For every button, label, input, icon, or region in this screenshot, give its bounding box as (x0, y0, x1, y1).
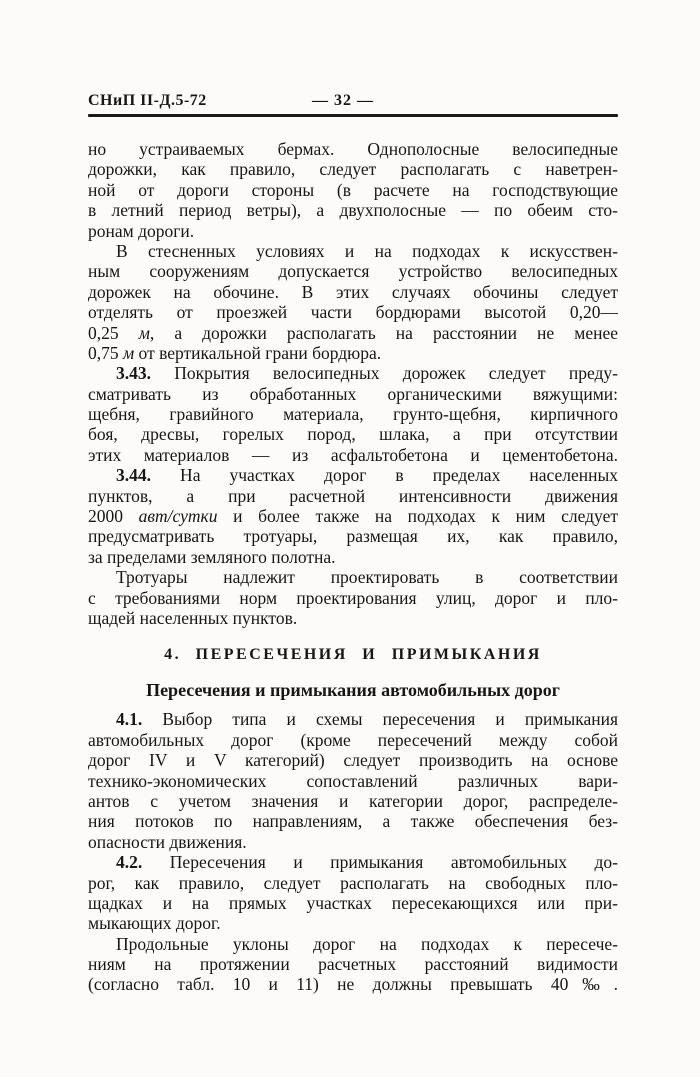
text-line: щебня, гравийного материала, грунто-щебня, кирпичного (88, 404, 618, 425)
text-line: дорог IV и V категорий) следует производить на основе (88, 750, 618, 771)
text-line: сматривать из обработанных органическими вяжущими: (88, 383, 618, 404)
text-line: антов с учетом значения и категории дорог, распределе- (88, 790, 618, 811)
text-line: предусматривать тротуары, размещая их, как правило, (88, 526, 618, 547)
text-line: щадей населенных пунктов. (88, 607, 298, 628)
paragraph (88, 465, 618, 567)
text-line: щадках и на прямых участках пересекающихся или при- (88, 892, 618, 913)
text-line: Тротуары надлежит проектировать в соответствии (116, 567, 618, 588)
text-line: ным сооружениям допускается устройство велосипедных (88, 261, 618, 282)
text-line: рог, как правило, следует располагать на свободных пло- (88, 872, 618, 893)
doc-code: СНиП II-Д.5-72 (88, 92, 207, 109)
paragraph (88, 567, 618, 628)
paragraph (88, 363, 618, 465)
text-line: за пределами земляного полотна. (88, 546, 336, 567)
text-line: (согласно табл. 10 и 11) не должны превышать 40‰. (88, 974, 618, 995)
paragraph (88, 139, 618, 241)
paragraph (88, 934, 618, 995)
text-line: ния потоков по направлениям, а также обеспечения без- (88, 811, 618, 832)
text-line: в летний период ветры), а двухполосные — по обеим сто- (88, 200, 618, 221)
text-line: 0,25 м, а дорожки располагать на расстоянии не менее (88, 322, 618, 343)
header-rule (88, 114, 618, 117)
text-line: ронам дороги. (88, 220, 195, 241)
text-line: 0,75 м от вертикальной грани бордюра. (88, 342, 382, 363)
page-header (88, 91, 618, 110)
section-text-upper (88, 139, 618, 628)
text-line: автомобильных дорог (кроме пересечений между собой (88, 729, 618, 750)
section-heading: Пересечения и примыкания автомобильных дорог (146, 680, 560, 701)
section-text-lower (88, 709, 618, 994)
text-line: 4.2. Пересечения и примыкания автомобильных до- (116, 852, 618, 873)
text-line: ниям на протяжении расчетных расстояний видимости (88, 954, 618, 975)
text-line: дорожки, как правило, следует располагать с наветрен- (88, 159, 618, 180)
text-line: этих материалов — из асфальтобетона и цементобетона. (88, 444, 618, 465)
text-line: дорожек на обочине. В этих случаях обочины следует (88, 281, 618, 302)
text-line: пунктов, а при расчетной интенсивности движения (88, 485, 618, 506)
text-line: но устраиваемых бермах. Однополосные велосипедные (88, 139, 618, 159)
paragraph (88, 241, 618, 363)
text-line: мыкающих дорог. (88, 913, 221, 934)
text-line: опасности движения. (88, 831, 247, 852)
text-line: 3.44. На участках дорог в пределах населенных (116, 465, 618, 486)
page-number: — 32 — (312, 92, 374, 109)
paragraph (88, 709, 618, 852)
text-line: отделять от проезжей части бордюрами высотой 0,20— (88, 302, 618, 323)
chapter-heading: 4. ПЕРЕСЕЧЕНИЯ И ПРИМЫКАНИЯ (164, 646, 542, 664)
paragraph (88, 852, 618, 934)
text-line: технико-экономических сопоставлений различных вари- (88, 770, 618, 791)
text-line: с требованиями норм проектирования улиц, дорог и пло- (88, 587, 618, 608)
document-body (88, 139, 618, 995)
text-line: 2000 авт/сутки и более также на подходах к ним следует (88, 506, 618, 527)
text-line: боя, дресвы, горелых пород, шлака, а при отсутствии (88, 424, 618, 445)
text-line: 3.43. Покрытия велосипедных дорожек следует преду- (116, 363, 618, 384)
text-line: Продольные уклоны дорог на подходах к пересече- (116, 933, 618, 954)
text-line: В стесненных условиях и на подходах к искусствен- (116, 240, 618, 261)
text-line: ной от дороги стороны (в расчете на господствующие (88, 179, 618, 200)
text-line: 4.1. Выбор типа и схемы пересечения и примыкания (116, 709, 618, 730)
